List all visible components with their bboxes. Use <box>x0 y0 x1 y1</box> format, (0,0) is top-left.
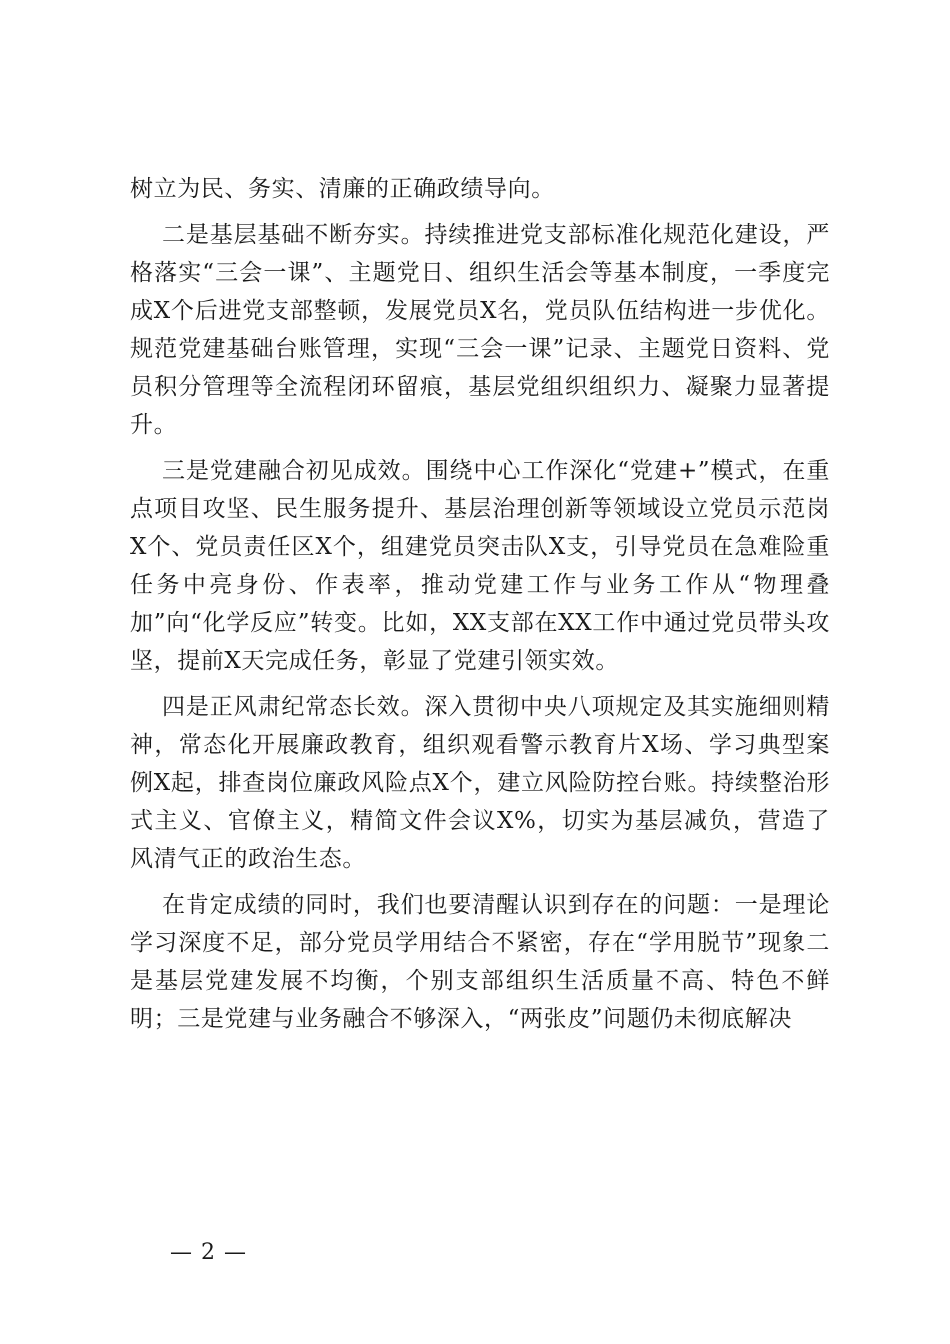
paragraph-continuation: 树立为民、务实、清廉的正确政绩导向。 <box>130 176 555 202</box>
page-number: — 2 — <box>170 1240 247 1265</box>
paragraph-party-integration: 三是党建融合初见成效。围绕中心工作深化“党建+”模式，在重点项目攻坚、民生服务提升、基层治理创新等领域设立党员示范岗X个、党员责任区X个，组建党员突击队X支，引导党员在急难险重任务中亮身份、作表率，推动党建工作与业务工作从“物理叠加”向“化学反应”转变。比如，XX支部在XX工作中通过党员带头攻坚，提前X天完成任务，彰显了党建引领实效。 <box>130 458 830 674</box>
paragraph-grassroots-foundation: 二是基层基础不断夯实。持续推进党支部标准化规范化建设，严格落实“三会一课”、主题党日、组织生活会等基本制度，一季度完成X个后进党支部整顿，发展党员X名，党员队伍结构进一步优化。规范党建基础台账管理，实现“三会一课”记录、主题党日资料、党员积分管理等全流程闭环留痕，基层党组织组织力、凝聚力显著提升。 <box>130 222 830 438</box>
paragraph-problems: 在肯定成绩的同时，我们也要清醒认识到存在的问题：一是理论学习深度不足，部分党员学用结合不紧密，存在“学用脱节”现象二是基层党建发展不均衡，个别支部组织生活质量不高、特色不鲜明；三是党建与业务融合不够深入，“两张皮”问题仍未彻底解决 <box>130 892 830 1032</box>
body-text <box>130 170 830 1046</box>
paragraph-discipline: 四是正风肃纪常态长效。深入贯彻中央八项规定及其实施细则精神，常态化开展廉政教育，组织观看警示教育片X场、学习典型案例X起，排查岗位廉政风险点X个，建立风险防控台账。持续整治形式主义、官僚主义，精简文件会议X%，切实为基层减负，营造了风清气正的政治生态。 <box>130 694 830 872</box>
